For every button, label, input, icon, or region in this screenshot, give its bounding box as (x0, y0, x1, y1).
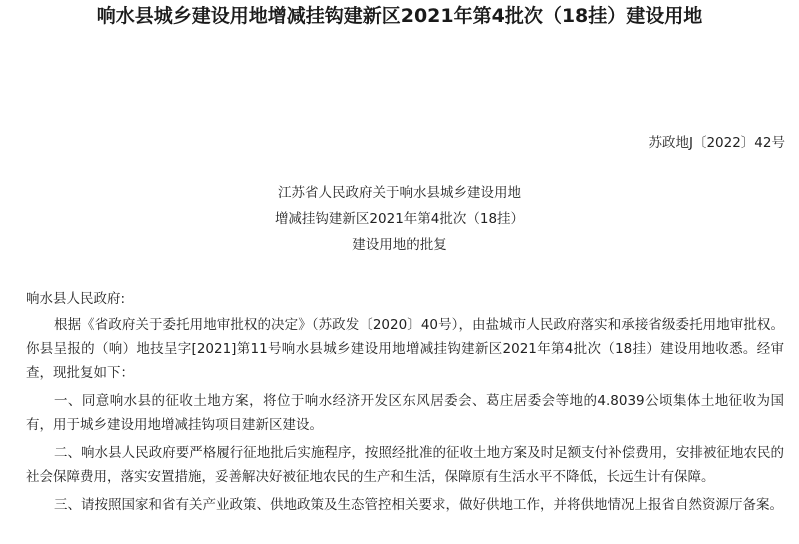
body-paragraph: 二、响水县人民政府要严格履行征地批后实施程序，按照经批准的征收土地方案及时足额支付补偿费用，安排被征地农民的社会保障费用，落实安置措施，妥善解决好被征地农民的生产和生活，保障原有生活水平不降低，长远生计有保障。 (26, 445, 784, 485)
heading-line: 增减挂钩建新区2021年第4批次（18挂） (274, 211, 525, 227)
body-paragraph: 根据《省政府关于委托用地审批权的决定》（苏政发〔2020〕40号），由盐城市人民政府落实和承接省级委托用地审批权。你县呈报的（响）地技呈字[2021]第11号响水县城乡建设用地增减挂钩建新区2021年第4批次（18挂）建设用地收悉。经审查，现批复如下： (26, 317, 784, 381)
document-body (26, 287, 784, 521)
body-paragraph: 一、同意响水县的征收土地方案，将位于响水经济开发区东风居委会、葛庄居委会等地的4.8039公顷集体土地征收为国有，用于城乡建设用地增减挂钩项目建新区建设。 (26, 393, 784, 433)
heading-line: 建设用地的批复 (352, 237, 447, 253)
page-title: 响水县城乡建设用地增减挂钩建新区2021年第4批次（18挂）建设用地 (96, 5, 703, 27)
reply-heading (0, 180, 799, 258)
heading-line: 江苏省人民政府关于响水县城乡建设用地 (278, 185, 521, 201)
body-paragraph: 三、请按照国家和省有关产业政策、供地政策及生态管控相关要求，做好供地工作，并将供地情况上报省自然资源厅备案。 (54, 497, 783, 513)
salutation: 响水县人民政府: (26, 291, 126, 307)
document-number: 苏政地J〔2022〕42号 (648, 135, 785, 151)
